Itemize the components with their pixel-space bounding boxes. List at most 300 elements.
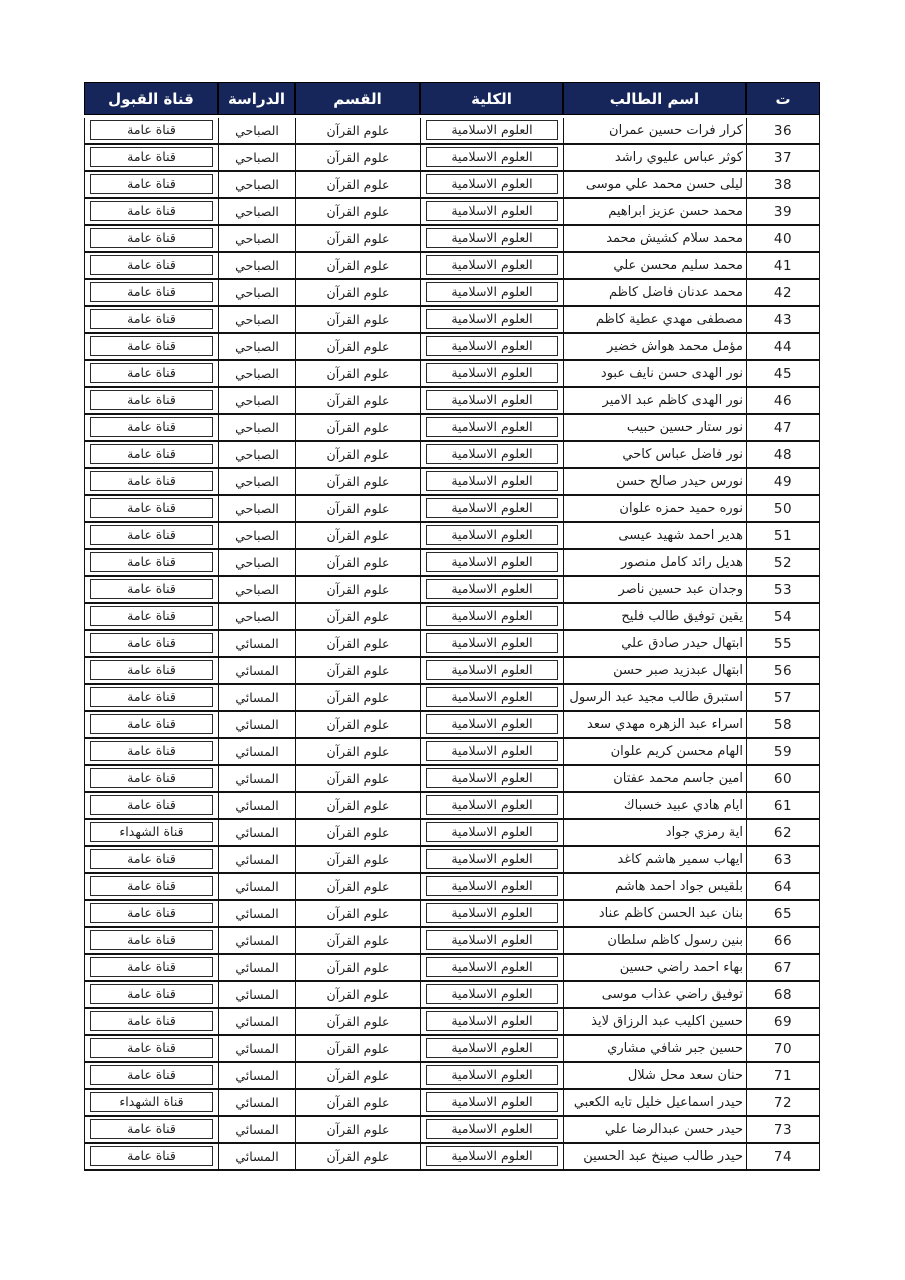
college-cell-box: العلوم الاسلامية bbox=[426, 1119, 558, 1139]
row-index-cell: 71 bbox=[746, 1063, 820, 1090]
department-cell: علوم القرآن bbox=[295, 820, 420, 847]
college-cell-box: العلوم الاسلامية bbox=[426, 849, 558, 869]
college-cell bbox=[420, 1117, 563, 1144]
student-name-cell: يقين توفيق طالب فليح bbox=[563, 604, 746, 631]
table-row bbox=[84, 982, 820, 1009]
channel-cell bbox=[84, 577, 218, 604]
college-cell-box: العلوم الاسلامية bbox=[426, 768, 558, 788]
table-row bbox=[84, 820, 820, 847]
table-row bbox=[84, 1117, 820, 1144]
table-row bbox=[84, 685, 820, 712]
college-cell bbox=[420, 631, 563, 658]
row-index-cell: 66 bbox=[746, 928, 820, 955]
student-name-cell: هدير احمد شهيد عيسى bbox=[563, 523, 746, 550]
row-index-cell: 67 bbox=[746, 955, 820, 982]
table-row bbox=[84, 658, 820, 685]
student-name-cell: نورس حيدر صالح حسن bbox=[563, 469, 746, 496]
study-cell: المسائي bbox=[218, 793, 295, 820]
channel-cell bbox=[84, 712, 218, 739]
department-cell: علوم القرآن bbox=[295, 847, 420, 874]
row-index-cell: 56 bbox=[746, 658, 820, 685]
study-cell: الصباحي bbox=[218, 199, 295, 226]
college-cell-box: العلوم الاسلامية bbox=[426, 903, 558, 923]
college-cell-box: العلوم الاسلامية bbox=[426, 795, 558, 815]
study-cell: الصباحي bbox=[218, 550, 295, 577]
student-name-cell: حسين اكليب عبد الرزاق لايذ bbox=[563, 1009, 746, 1036]
college-cell-box: العلوم الاسلامية bbox=[426, 1092, 558, 1112]
department-cell: علوم القرآن bbox=[295, 550, 420, 577]
channel-cell-box: قناة عامة bbox=[90, 309, 213, 329]
study-cell: المسائي bbox=[218, 955, 295, 982]
row-index-cell: 49 bbox=[746, 469, 820, 496]
department-cell: علوم القرآن bbox=[295, 334, 420, 361]
row-index-cell: 63 bbox=[746, 847, 820, 874]
student-name-cell: حسين جبر شافي مشاري bbox=[563, 1036, 746, 1063]
student-name-cell: نوره حميد حمزه علوان bbox=[563, 496, 746, 523]
students-table bbox=[84, 82, 820, 1171]
row-index-cell: 52 bbox=[746, 550, 820, 577]
student-name-cell: ابتهال حيدر صادق علي bbox=[563, 631, 746, 658]
college-cell bbox=[420, 955, 563, 982]
study-cell: الصباحي bbox=[218, 226, 295, 253]
channel-cell bbox=[84, 253, 218, 280]
channel-cell bbox=[84, 955, 218, 982]
department-cell: علوم القرآن bbox=[295, 604, 420, 631]
study-cell: الصباحي bbox=[218, 307, 295, 334]
row-index-cell: 41 bbox=[746, 253, 820, 280]
row-index-cell: 54 bbox=[746, 604, 820, 631]
college-cell bbox=[420, 820, 563, 847]
study-cell: المسائي bbox=[218, 1117, 295, 1144]
channel-cell-box: قناة الشهداء bbox=[90, 1092, 213, 1112]
channel-cell-box: قناة عامة bbox=[90, 174, 213, 194]
department-cell: علوم القرآن bbox=[295, 1063, 420, 1090]
channel-cell bbox=[84, 280, 218, 307]
channel-cell bbox=[84, 658, 218, 685]
college-cell-box: العلوم الاسلامية bbox=[426, 660, 558, 680]
study-cell: المسائي bbox=[218, 739, 295, 766]
department-cell: علوم القرآن bbox=[295, 307, 420, 334]
header-row bbox=[84, 82, 820, 115]
channel-cell bbox=[84, 199, 218, 226]
college-cell-box: العلوم الاسلامية bbox=[426, 120, 558, 140]
college-cell-box: العلوم الاسلامية bbox=[426, 471, 558, 491]
college-cell-box: العلوم الاسلامية bbox=[426, 282, 558, 302]
channel-cell-box: قناة عامة bbox=[90, 1011, 213, 1031]
study-cell: المسائي bbox=[218, 766, 295, 793]
header-channel: قناة القبول bbox=[84, 82, 218, 115]
table-row bbox=[84, 955, 820, 982]
department-cell: علوم القرآن bbox=[295, 172, 420, 199]
college-cell bbox=[420, 307, 563, 334]
study-cell: المسائي bbox=[218, 820, 295, 847]
student-name-cell: ايهاب سمير هاشم كاغد bbox=[563, 847, 746, 874]
college-cell bbox=[420, 874, 563, 901]
college-cell-box: العلوم الاسلامية bbox=[426, 201, 558, 221]
study-cell: المسائي bbox=[218, 1063, 295, 1090]
channel-cell-box: قناة عامة bbox=[90, 849, 213, 869]
department-cell: علوم القرآن bbox=[295, 1144, 420, 1171]
table-row bbox=[84, 388, 820, 415]
table-row bbox=[84, 307, 820, 334]
student-name-cell: بنان عبد الحسن كاظم عناد bbox=[563, 901, 746, 928]
study-cell: الصباحي bbox=[218, 361, 295, 388]
study-cell: الصباحي bbox=[218, 415, 295, 442]
channel-cell-box: قناة عامة bbox=[90, 1146, 213, 1166]
department-cell: علوم القرآن bbox=[295, 712, 420, 739]
study-cell: الصباحي bbox=[218, 334, 295, 361]
college-cell bbox=[420, 847, 563, 874]
table-row bbox=[84, 847, 820, 874]
college-cell-box: العلوم الاسلامية bbox=[426, 957, 558, 977]
table-row bbox=[84, 739, 820, 766]
row-index-cell: 61 bbox=[746, 793, 820, 820]
channel-cell bbox=[84, 307, 218, 334]
study-cell: الصباحي bbox=[218, 388, 295, 415]
table-row bbox=[84, 631, 820, 658]
channel-cell bbox=[84, 523, 218, 550]
college-cell-box: العلوم الاسلامية bbox=[426, 633, 558, 653]
college-cell-box: العلوم الاسلامية bbox=[426, 1065, 558, 1085]
row-index-cell: 40 bbox=[746, 226, 820, 253]
college-cell bbox=[420, 118, 563, 145]
channel-cell-box: قناة عامة bbox=[90, 147, 213, 167]
student-name-cell: نور الهدى حسن نايف عبود bbox=[563, 361, 746, 388]
channel-cell bbox=[84, 820, 218, 847]
department-cell: علوم القرآن bbox=[295, 577, 420, 604]
study-cell: المسائي bbox=[218, 1009, 295, 1036]
channel-cell-box: قناة عامة bbox=[90, 768, 213, 788]
study-cell: الصباحي bbox=[218, 496, 295, 523]
table-row bbox=[84, 469, 820, 496]
student-name-cell: استبرق طالب مجيد عبد الرسول bbox=[563, 685, 746, 712]
college-cell-box: العلوم الاسلامية bbox=[426, 579, 558, 599]
channel-cell bbox=[84, 739, 218, 766]
channel-cell bbox=[84, 1144, 218, 1171]
department-cell: علوم القرآن bbox=[295, 982, 420, 1009]
college-cell bbox=[420, 253, 563, 280]
college-cell-box: العلوم الاسلامية bbox=[426, 498, 558, 518]
college-cell-box: العلوم الاسلامية bbox=[426, 174, 558, 194]
college-cell bbox=[420, 1009, 563, 1036]
channel-cell bbox=[84, 415, 218, 442]
student-name-cell: نور فاضل عباس كاحي bbox=[563, 442, 746, 469]
table-row bbox=[84, 1009, 820, 1036]
student-name-cell: حيدر اسماعيل خليل تايه الكعبي bbox=[563, 1090, 746, 1117]
college-cell bbox=[420, 1063, 563, 1090]
study-cell: المسائي bbox=[218, 631, 295, 658]
header-department: القسم bbox=[295, 82, 420, 115]
college-cell bbox=[420, 442, 563, 469]
study-cell: المسائي bbox=[218, 1090, 295, 1117]
table-row bbox=[84, 199, 820, 226]
college-cell-box: العلوم الاسلامية bbox=[426, 309, 558, 329]
channel-cell-box: قناة عامة bbox=[90, 282, 213, 302]
department-cell: علوم القرآن bbox=[295, 928, 420, 955]
study-cell: المسائي bbox=[218, 982, 295, 1009]
table-row bbox=[84, 442, 820, 469]
college-cell-box: العلوم الاسلامية bbox=[426, 552, 558, 572]
college-cell-box: العلوم الاسلامية bbox=[426, 1011, 558, 1031]
study-cell: الصباحي bbox=[218, 523, 295, 550]
student-name-cell: محمد عدنان فاضل كاظم bbox=[563, 280, 746, 307]
department-cell: علوم القرآن bbox=[295, 901, 420, 928]
row-index-cell: 73 bbox=[746, 1117, 820, 1144]
college-cell bbox=[420, 712, 563, 739]
channel-cell bbox=[84, 631, 218, 658]
table-row bbox=[84, 766, 820, 793]
table-row bbox=[84, 928, 820, 955]
table-row bbox=[84, 604, 820, 631]
department-cell: علوم القرآن bbox=[295, 658, 420, 685]
department-cell: علوم القرآن bbox=[295, 874, 420, 901]
college-cell-box: العلوم الاسلامية bbox=[426, 1038, 558, 1058]
row-index-cell: 72 bbox=[746, 1090, 820, 1117]
college-cell-box: العلوم الاسلامية bbox=[426, 525, 558, 545]
department-cell: علوم القرآن bbox=[295, 955, 420, 982]
college-cell-box: العلوم الاسلامية bbox=[426, 930, 558, 950]
channel-cell bbox=[84, 793, 218, 820]
header-college: الكلية bbox=[420, 82, 563, 115]
table-header bbox=[84, 82, 820, 115]
channel-cell-box: قناة عامة bbox=[90, 1119, 213, 1139]
student-name-cell: نور الهدى كاظم عبد الامير bbox=[563, 388, 746, 415]
student-name-cell: ابتهال عبدزيد صبر حسن bbox=[563, 658, 746, 685]
channel-cell-box: قناة عامة bbox=[90, 930, 213, 950]
college-cell bbox=[420, 1144, 563, 1171]
college-cell bbox=[420, 1036, 563, 1063]
college-cell-box: العلوم الاسلامية bbox=[426, 741, 558, 761]
channel-cell-box: قناة الشهداء bbox=[90, 822, 213, 842]
row-index-cell: 43 bbox=[746, 307, 820, 334]
channel-cell bbox=[84, 361, 218, 388]
row-index-cell: 39 bbox=[746, 199, 820, 226]
channel-cell bbox=[84, 847, 218, 874]
college-cell-box: العلوم الاسلامية bbox=[426, 606, 558, 626]
row-index-cell: 74 bbox=[746, 1144, 820, 1171]
department-cell: علوم القرآن bbox=[295, 685, 420, 712]
table-row bbox=[84, 874, 820, 901]
row-index-cell: 62 bbox=[746, 820, 820, 847]
college-cell-box: العلوم الاسلامية bbox=[426, 417, 558, 437]
department-cell: علوم القرآن bbox=[295, 469, 420, 496]
college-cell bbox=[420, 766, 563, 793]
table-row bbox=[84, 793, 820, 820]
student-name-cell: كوثر عباس عليوي راشد bbox=[563, 145, 746, 172]
department-cell: علوم القرآن bbox=[295, 388, 420, 415]
channel-cell-box: قناة عامة bbox=[90, 687, 213, 707]
channel-cell-box: قناة عامة bbox=[90, 228, 213, 248]
college-cell bbox=[420, 145, 563, 172]
department-cell: علوم القرآن bbox=[295, 361, 420, 388]
study-cell: المسائي bbox=[218, 712, 295, 739]
college-cell-box: العلوم الاسلامية bbox=[426, 390, 558, 410]
row-index-cell: 36 bbox=[746, 118, 820, 145]
college-cell-box: العلوم الاسلامية bbox=[426, 984, 558, 1004]
college-cell-box: العلوم الاسلامية bbox=[426, 228, 558, 248]
channel-cell-box: قناة عامة bbox=[90, 876, 213, 896]
student-name-cell: ايام هادي عبيد خسباك bbox=[563, 793, 746, 820]
study-cell: المسائي bbox=[218, 1144, 295, 1171]
row-index-cell: 69 bbox=[746, 1009, 820, 1036]
college-cell bbox=[420, 793, 563, 820]
college-cell bbox=[420, 469, 563, 496]
student-name-cell: وجدان عبد حسين ناصر bbox=[563, 577, 746, 604]
channel-cell-box: قناة عامة bbox=[90, 390, 213, 410]
department-cell: علوم القرآن bbox=[295, 793, 420, 820]
department-cell: علوم القرآن bbox=[295, 415, 420, 442]
college-cell bbox=[420, 658, 563, 685]
department-cell: علوم القرآن bbox=[295, 442, 420, 469]
study-cell: المسائي bbox=[218, 874, 295, 901]
department-cell: علوم القرآن bbox=[295, 1036, 420, 1063]
channel-cell-box: قناة عامة bbox=[90, 336, 213, 356]
department-cell: علوم القرآن bbox=[295, 145, 420, 172]
table-row bbox=[84, 334, 820, 361]
college-cell bbox=[420, 388, 563, 415]
study-cell: المسائي bbox=[218, 685, 295, 712]
college-cell bbox=[420, 685, 563, 712]
department-cell: علوم القرآن bbox=[295, 253, 420, 280]
table-row bbox=[84, 496, 820, 523]
student-name-cell: اية رمزي جواد bbox=[563, 820, 746, 847]
channel-cell bbox=[84, 982, 218, 1009]
college-cell bbox=[420, 172, 563, 199]
channel-cell bbox=[84, 226, 218, 253]
student-name-cell: محمد حسن عزيز ابراهيم bbox=[563, 199, 746, 226]
table-row bbox=[84, 415, 820, 442]
study-cell: المسائي bbox=[218, 658, 295, 685]
channel-cell-box: قناة عامة bbox=[90, 1065, 213, 1085]
table-row bbox=[84, 550, 820, 577]
channel-cell-box: قناة عامة bbox=[90, 363, 213, 383]
student-name-cell: كرار فرات حسين عمران bbox=[563, 118, 746, 145]
student-name-cell: الهام محسن كريم علوان bbox=[563, 739, 746, 766]
row-index-cell: 53 bbox=[746, 577, 820, 604]
header-name: اسم الطالب bbox=[563, 82, 746, 115]
channel-cell bbox=[84, 550, 218, 577]
row-index-cell: 70 bbox=[746, 1036, 820, 1063]
channel-cell bbox=[84, 1063, 218, 1090]
channel-cell bbox=[84, 1036, 218, 1063]
college-cell bbox=[420, 550, 563, 577]
student-name-cell: حنان سعد محل شلال bbox=[563, 1063, 746, 1090]
channel-cell-box: قناة عامة bbox=[90, 741, 213, 761]
college-cell bbox=[420, 334, 563, 361]
row-index-cell: 45 bbox=[746, 361, 820, 388]
channel-cell bbox=[84, 145, 218, 172]
table-row bbox=[84, 1063, 820, 1090]
row-index-cell: 48 bbox=[746, 442, 820, 469]
row-index-cell: 58 bbox=[746, 712, 820, 739]
department-cell: علوم القرآن bbox=[295, 631, 420, 658]
channel-cell bbox=[84, 685, 218, 712]
student-name-cell: مصطفى مهدي عطية كاظم bbox=[563, 307, 746, 334]
channel-cell bbox=[84, 442, 218, 469]
channel-cell-box: قناة عامة bbox=[90, 471, 213, 491]
row-index-cell: 42 bbox=[746, 280, 820, 307]
department-cell: علوم القرآن bbox=[295, 226, 420, 253]
channel-cell bbox=[84, 874, 218, 901]
college-cell bbox=[420, 739, 563, 766]
college-cell-box: العلوم الاسلامية bbox=[426, 876, 558, 896]
channel-cell bbox=[84, 1117, 218, 1144]
student-name-cell: بلقيس جواد احمد هاشم bbox=[563, 874, 746, 901]
channel-cell-box: قناة عامة bbox=[90, 795, 213, 815]
channel-cell-box: قناة عامة bbox=[90, 120, 213, 140]
study-cell: المسائي bbox=[218, 1036, 295, 1063]
channel-cell-box: قناة عامة bbox=[90, 498, 213, 518]
channel-cell bbox=[84, 334, 218, 361]
college-cell-box: العلوم الاسلامية bbox=[426, 714, 558, 734]
row-index-cell: 51 bbox=[746, 523, 820, 550]
college-cell bbox=[420, 415, 563, 442]
channel-cell bbox=[84, 496, 218, 523]
table-row bbox=[84, 1090, 820, 1117]
study-cell: الصباحي bbox=[218, 577, 295, 604]
college-cell-box: العلوم الاسلامية bbox=[426, 255, 558, 275]
department-cell: علوم القرآن bbox=[295, 118, 420, 145]
row-index-cell: 60 bbox=[746, 766, 820, 793]
table-row bbox=[84, 361, 820, 388]
department-cell: علوم القرآن bbox=[295, 280, 420, 307]
department-cell: علوم القرآن bbox=[295, 1117, 420, 1144]
student-name-cell: حيدر طالب صينخ عبد الحسين bbox=[563, 1144, 746, 1171]
college-cell bbox=[420, 523, 563, 550]
channel-cell-box: قناة عامة bbox=[90, 903, 213, 923]
college-cell bbox=[420, 604, 563, 631]
student-name-cell: هديل رائد كامل منصور bbox=[563, 550, 746, 577]
channel-cell bbox=[84, 1090, 218, 1117]
row-index-cell: 57 bbox=[746, 685, 820, 712]
student-name-cell: نور ستار حسين حبيب bbox=[563, 415, 746, 442]
table-row bbox=[84, 523, 820, 550]
college-cell-box: العلوم الاسلامية bbox=[426, 687, 558, 707]
college-cell bbox=[420, 982, 563, 1009]
study-cell: الصباحي bbox=[218, 118, 295, 145]
college-cell bbox=[420, 280, 563, 307]
channel-cell-box: قناة عامة bbox=[90, 255, 213, 275]
channel-cell-box: قناة عامة bbox=[90, 552, 213, 572]
table-row bbox=[84, 712, 820, 739]
student-name-cell: امين جاسم محمد عفتان bbox=[563, 766, 746, 793]
table-row bbox=[84, 1144, 820, 1171]
channel-cell-box: قناة عامة bbox=[90, 417, 213, 437]
channel-cell-box: قناة عامة bbox=[90, 444, 213, 464]
row-index-cell: 65 bbox=[746, 901, 820, 928]
student-name-cell: بنين رسول كاظم سلطان bbox=[563, 928, 746, 955]
college-cell-box: العلوم الاسلامية bbox=[426, 336, 558, 356]
college-cell bbox=[420, 226, 563, 253]
department-cell: علوم القرآن bbox=[295, 1009, 420, 1036]
student-name-cell: مؤمل محمد هواش خضير bbox=[563, 334, 746, 361]
channel-cell bbox=[84, 118, 218, 145]
channel-cell-box: قناة عامة bbox=[90, 1038, 213, 1058]
student-name-cell: توفيق راضي عذاب موسى bbox=[563, 982, 746, 1009]
study-cell: الصباحي bbox=[218, 172, 295, 199]
channel-cell bbox=[84, 1009, 218, 1036]
college-cell-box: العلوم الاسلامية bbox=[426, 147, 558, 167]
study-cell: المسائي bbox=[218, 928, 295, 955]
study-cell: المسائي bbox=[218, 847, 295, 874]
table-row bbox=[84, 145, 820, 172]
channel-cell-box: قناة عامة bbox=[90, 525, 213, 545]
table-row bbox=[84, 118, 820, 145]
table-row bbox=[84, 1036, 820, 1063]
college-cell bbox=[420, 1090, 563, 1117]
students-table-container bbox=[84, 82, 820, 1171]
department-cell: علوم القرآن bbox=[295, 523, 420, 550]
